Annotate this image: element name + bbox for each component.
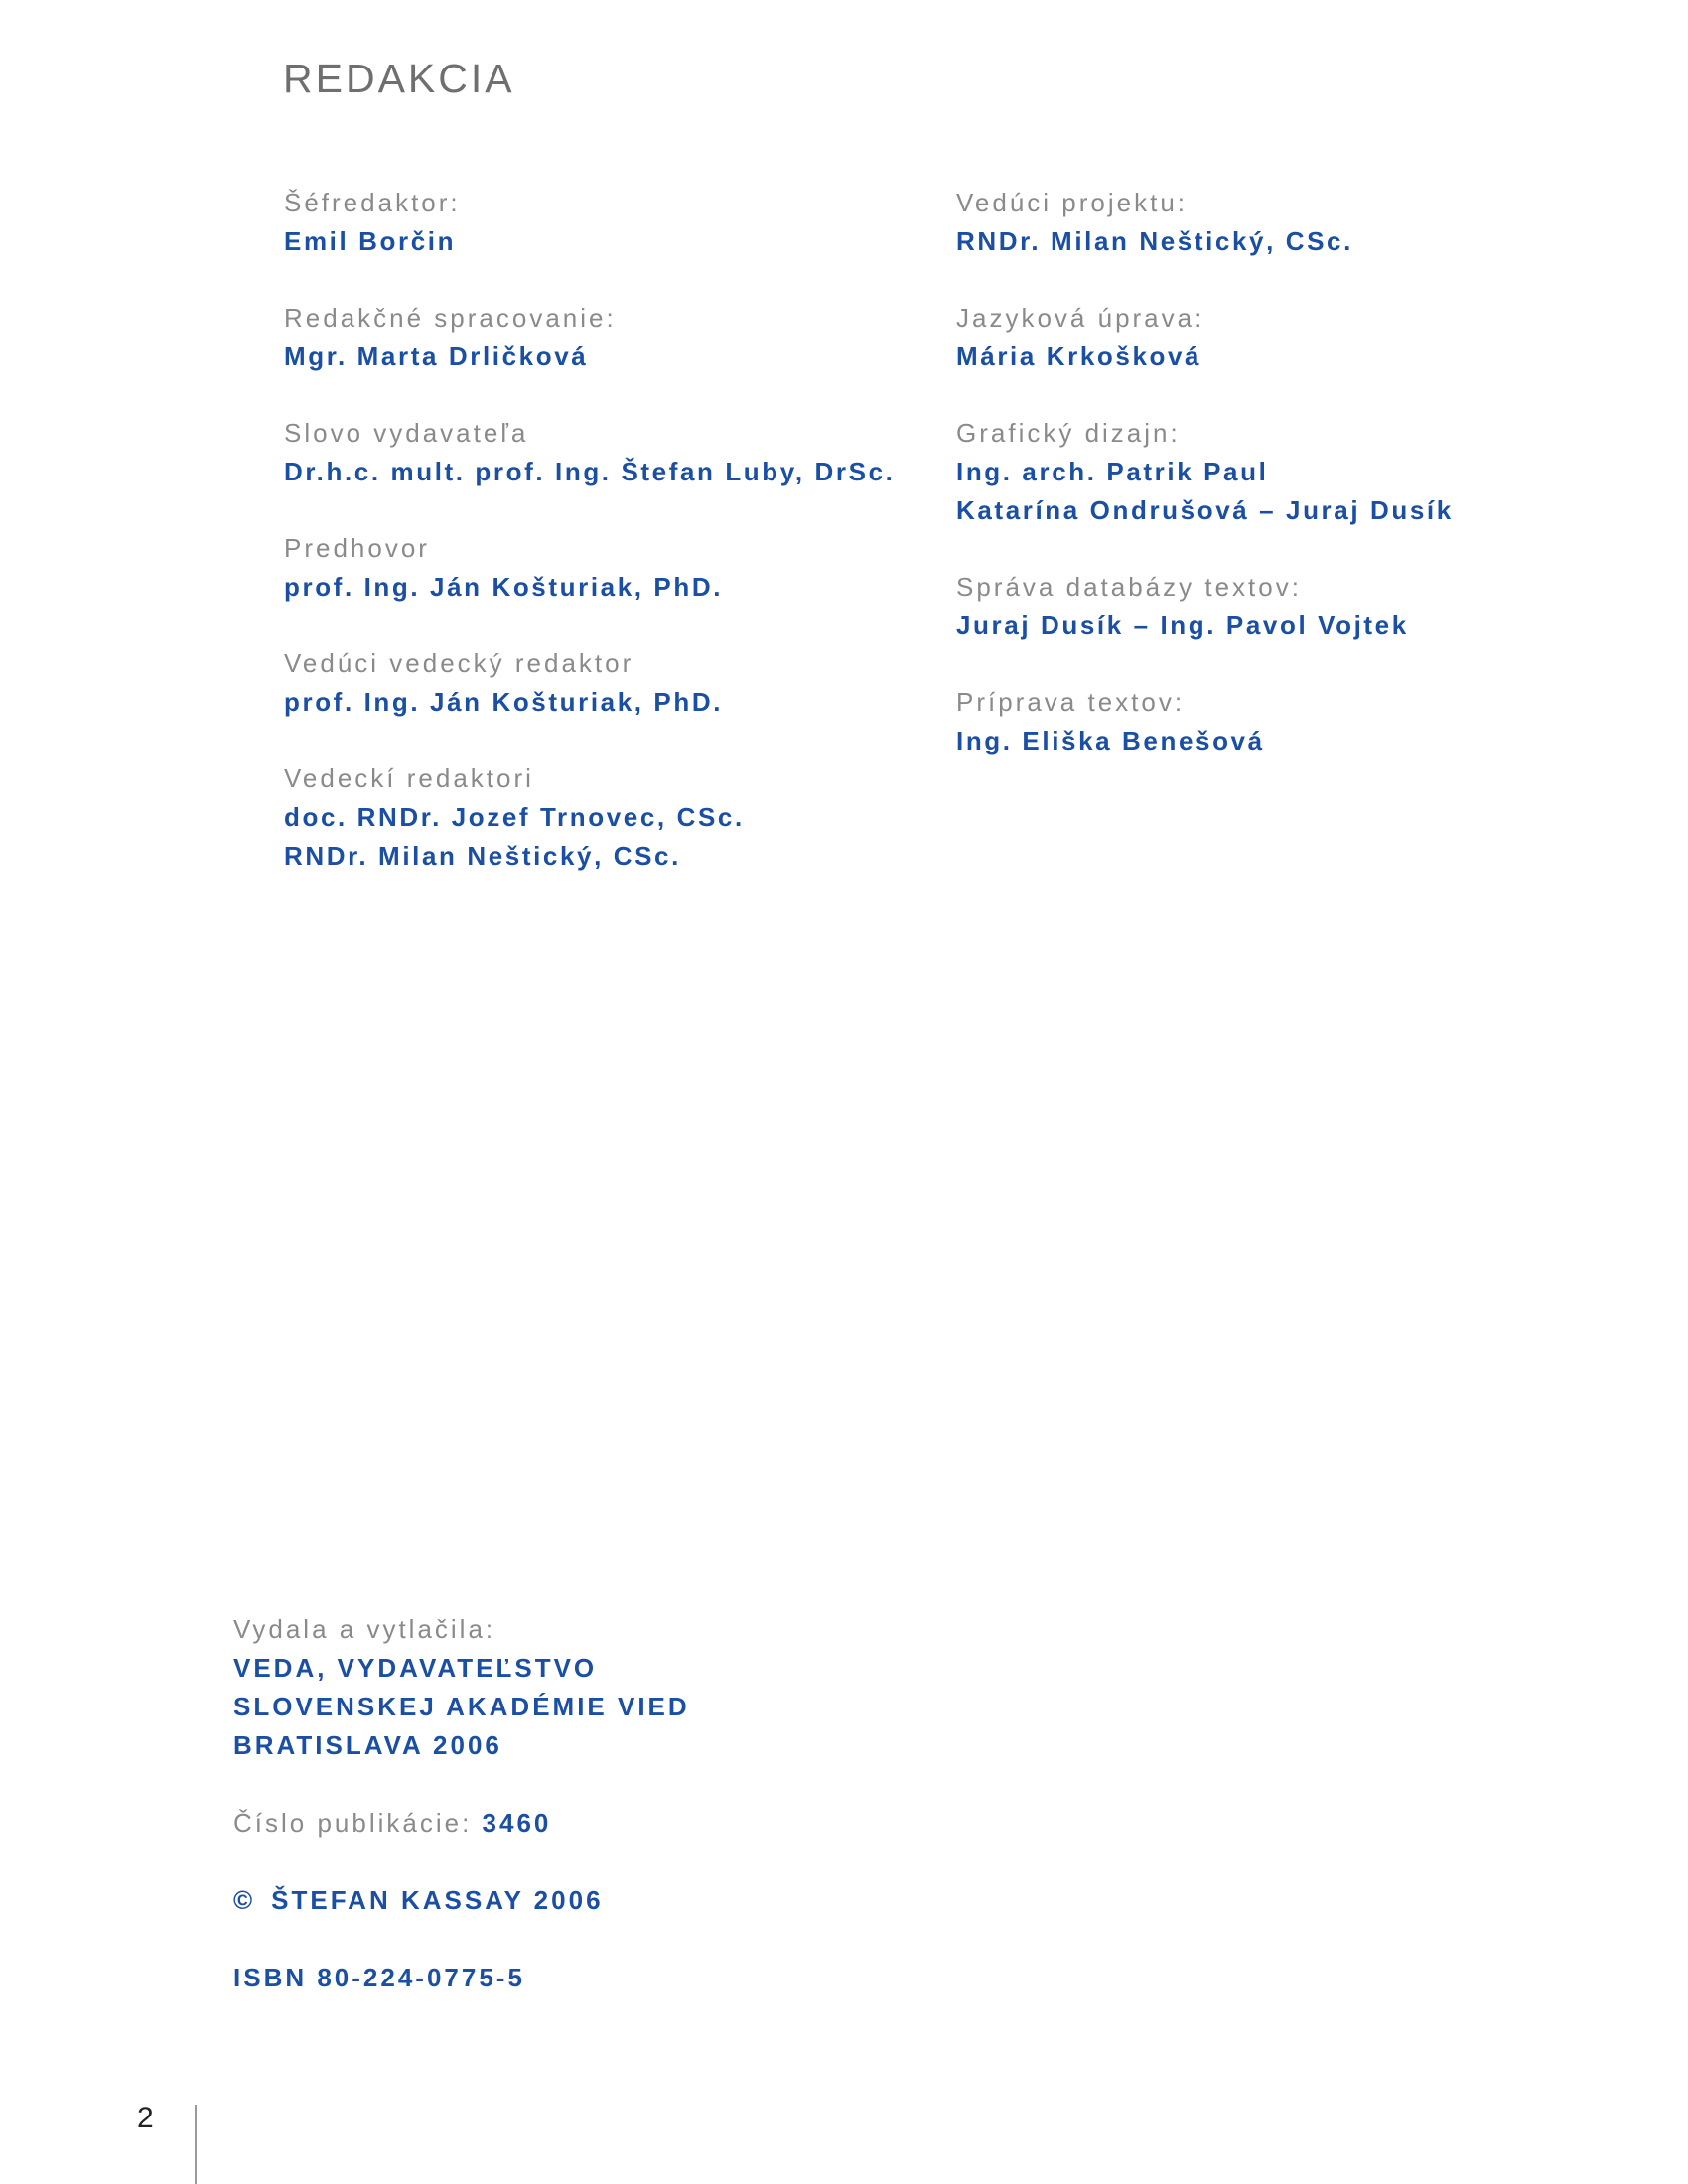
credit-entry <box>284 529 895 607</box>
credits-left-column <box>284 184 895 913</box>
credit-role: Šéfredaktor: <box>284 188 461 217</box>
credit-role: Predhovor <box>284 533 430 563</box>
credit-role: Jazyková úprava: <box>956 303 1205 333</box>
credit-name: Dr.h.c. mult. prof. Ing. Štefan Luby, DrSc. <box>284 457 896 486</box>
credit-entry <box>956 568 1454 645</box>
credit-name: doc. RNDr. Jozef Trnovec, CSc. <box>284 802 745 832</box>
credit-entry <box>284 759 895 876</box>
copyright-line <box>233 1881 690 1920</box>
page-number-divider <box>195 2105 197 2184</box>
credit-entry <box>956 683 1454 760</box>
credit-role: Slovo vydavateľa <box>284 418 529 448</box>
credit-entry <box>956 299 1454 376</box>
page-title: REDAKCIA <box>283 56 515 101</box>
credit-name: Ing. arch. Patrik Paul <box>956 457 1269 486</box>
credit-role: Redakčné spracovanie: <box>284 303 617 333</box>
publication-number: 3460 <box>482 1808 552 1838</box>
credit-name: Katarína Ondrušová – Juraj Dusík <box>956 495 1454 525</box>
credit-name: Juraj Dusík – Ing. Pavol Vojtek <box>956 611 1409 640</box>
credit-name: prof. Ing. Ján Košturiak, PhD. <box>284 572 724 602</box>
credit-name: Ing. Eliška Benešová <box>956 726 1265 755</box>
page-number: 2 <box>137 2102 154 2134</box>
credit-role: Grafický dizajn: <box>956 418 1181 448</box>
credit-role: Vedúci projektu: <box>956 188 1189 217</box>
credit-name: prof. Ing. Ján Košturiak, PhD. <box>284 687 724 717</box>
credit-entry <box>284 414 895 491</box>
isbn: ISBN 80-224-0775-5 <box>233 1963 525 1992</box>
credit-role: Vedúci vedecký redaktor <box>284 648 634 678</box>
credit-name: Mgr. Marta Drličková <box>284 341 589 371</box>
publisher-block <box>233 1610 690 1765</box>
credit-name: RNDr. Milan Neštický, CSc. <box>956 226 1353 256</box>
credit-role: Vedeckí redaktori <box>284 763 534 793</box>
publisher-line: VEDA, VYDAVATEĽSTVO <box>233 1653 598 1683</box>
publication-number-line <box>233 1804 690 1843</box>
publisher-info <box>233 1610 690 2036</box>
credit-entry <box>284 184 895 261</box>
copyright-symbol: © <box>233 1885 256 1915</box>
publisher-line: BRATISLAVA 2006 <box>233 1730 502 1760</box>
publication-number-label: Číslo publikácie: <box>233 1808 473 1838</box>
credit-entry <box>956 414 1454 530</box>
credit-entry <box>956 184 1454 261</box>
credit-role: Správa databázy textov: <box>956 572 1302 602</box>
publisher-label: Vydala a vytlačila: <box>233 1614 496 1644</box>
copyright-holder: ŠTEFAN KASSAY 2006 <box>271 1885 604 1915</box>
credit-name: RNDr. Milan Neštický, CSc. <box>284 841 681 871</box>
credit-role: Príprava textov: <box>956 687 1186 717</box>
credits-right-column <box>956 184 1454 798</box>
credit-entry <box>284 299 895 376</box>
publisher-line: SLOVENSKEJ AKADÉMIE VIED <box>233 1692 690 1721</box>
credit-name: Mária Krkošková <box>956 341 1202 371</box>
credit-entry <box>284 644 895 722</box>
credit-name: Emil Borčin <box>284 226 457 256</box>
